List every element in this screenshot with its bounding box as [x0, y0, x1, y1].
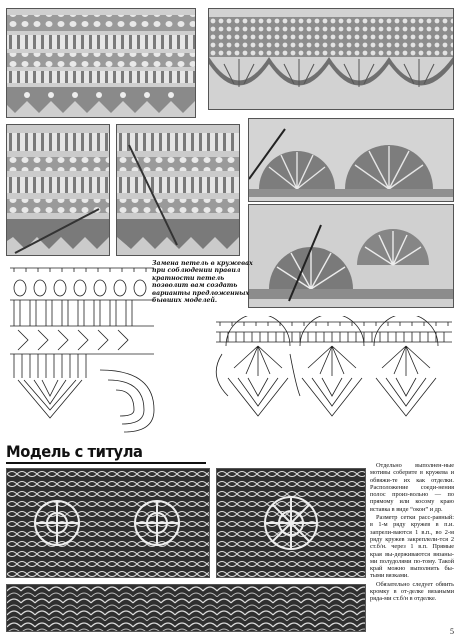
- lace-step-photo-2: [116, 124, 240, 256]
- title-model-photo-2: [216, 468, 366, 578]
- title-model-photo-1: [6, 468, 210, 578]
- caption-line: бывших моделей.: [152, 297, 218, 305]
- heading-underline: [6, 462, 206, 464]
- lace-step-photo-1: [6, 124, 110, 256]
- fan-lace-photo-2: [248, 204, 454, 308]
- page-number: 5: [450, 627, 454, 636]
- fan-lace-photo-1: [248, 118, 454, 202]
- article-text: [370, 462, 454, 604]
- crochet-chart-right: [204, 316, 456, 440]
- lace-photo-top-right: [208, 8, 454, 110]
- caption-line: варианты предложенных: [152, 289, 250, 297]
- article-paragraph: Отдельно выполнен-ные мотивы соберите в кружева и обвяжи-те их как отделки. Расположение соеди-нения полос произ-вольно — по прямому или косому краю вставка в виде “окон” и др.: [370, 462, 454, 513]
- caption-line: кратности петель: [152, 274, 225, 282]
- article-paragraph: Обязательно следует обвить кромку в от-делке вязаными ряда-ми ст.б/н в отделке.: [370, 580, 454, 603]
- caption-line: при соблюдении правил: [152, 267, 241, 275]
- caption-line: позволит вам создать: [152, 282, 238, 290]
- article-paragraph: Разметр сетки расс-равный: в 1-м ряду кружев в п.и. запрели-ваются 1 в.п., во 2-м ряду кружев закреплели-тся 2 ст.б/н. через 1 в.п. Прямые края вы-держиваются вязаны-ми полудолями по-тому. Такой край можно выполнить бы-тыми вязками.: [370, 514, 454, 580]
- caption-line: Замена петель в кружевах: [152, 260, 253, 267]
- crochet-chart-left: [4, 260, 204, 438]
- section-heading: Модель с титула: [6, 442, 143, 461]
- lace-photo-top-left: [6, 8, 196, 118]
- title-model-photo-3: [6, 584, 366, 632]
